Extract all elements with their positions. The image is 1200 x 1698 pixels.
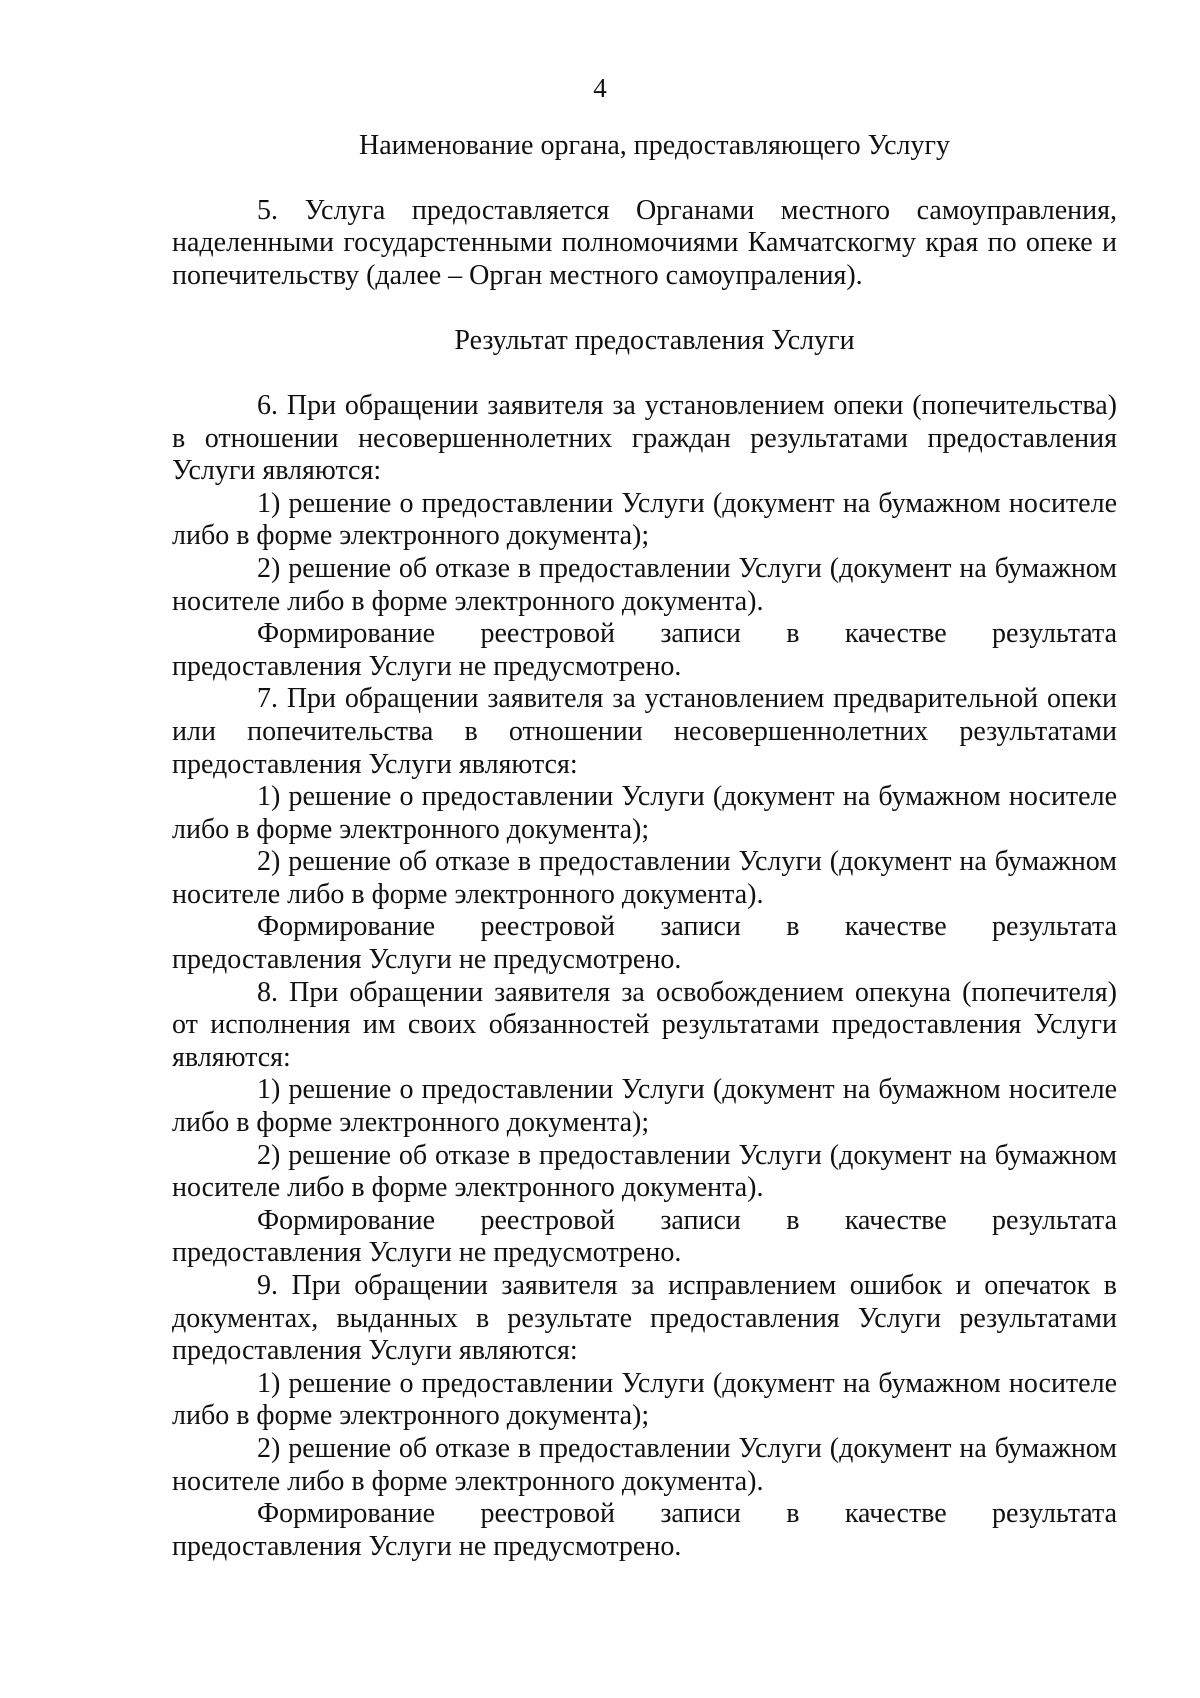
paragraph-8-registry-note: Формирование реестровой записи в качестве результата предоставления Услуги не предусмотрено. [172, 1204, 1117, 1269]
paragraph-6-item-1: 1) решение о предоставлении Услуги (документ на бумажном носителе либо в форме электронного документа); [172, 487, 1117, 552]
paragraph-8: 8. При обращении заявителя за освобождением опекуна (попечителя) от исполнения им своих обязанностей результатами предоставления Услуги являются: [172, 976, 1117, 1073]
section-heading-result: Результат предоставления Услуги [454, 325, 855, 357]
document-body [172, 130, 1117, 1563]
paragraph-6: 6. При обращении заявителя за установлением опеки (попечительства) в отношении несовершеннолетних граждан результатами предоставления Услуги являются: [172, 389, 1117, 487]
paragraph-7: 7. При обращении заявителя за установлением предварительной опеки или попечительства в отношении несовершеннолетних результатами предоставления Услуги являются: [172, 683, 1117, 780]
page-number: 4 [593, 73, 607, 103]
paragraph-6-item-2: 2) решение об отказе в предоставлении Услуги (документ на бумажном носителе либо в форме электронного документа). [172, 552, 1117, 617]
paragraph-9-item-2: 2) решение об отказе в предоставлении Услуги (документ на бумажном носителе либо в форме электронного документа). [172, 1432, 1117, 1497]
paragraph-8-item-2: 2) решение об отказе в предоставлении Услуги (документ на бумажном носителе либо в форме электронного документа). [172, 1139, 1117, 1204]
paragraph-9-registry-note: Формирование реестровой записи в качестве результата предоставления Услуги не предусмотрено. [172, 1498, 1117, 1562]
paragraph-7-item-1: 1) решение о предоставлении Услуги (документ на бумажном носителе либо в форме электронного документа); [172, 781, 1117, 845]
paragraph-8-item-1: 1) решение о предоставлении Услуги (документ на бумажном носителе либо в форме электронного документа); [172, 1074, 1117, 1139]
paragraph-7-registry-note: Формирование реестровой записи в качестве результата предоставления Услуги не предусмотрено. [172, 911, 1117, 976]
paragraph-5: 5. Услуга предоставляется Органами местного самоуправления, наделенными государстенными полномочиями Камчатскогму края по опеке и попечительству (далее – Орган местного самоупраления). [172, 194, 1117, 291]
paragraph-7-item-2: 2) решение об отказе в предоставлении Услуги (документ на бумажном носителе либо в форме электронного документа). [172, 846, 1117, 910]
paragraph-9: 9. При обращении заявителя за исправлением ошибок и опечаток в документах, выданных в результате предоставления Услуги результатами предоставления Услуги являются: [172, 1270, 1117, 1367]
section-heading-authority: Наименование органа, предоставляющего Услугу [359, 130, 950, 161]
paragraph-9-item-1: 1) решение о предоставлении Услуги (документ на бумажном носителе либо в форме электронного документа); [172, 1367, 1117, 1432]
paragraph-6-registry-note: Формирование реестровой записи в качестве результата предоставления Услуги не предусмотрено. [172, 618, 1117, 682]
